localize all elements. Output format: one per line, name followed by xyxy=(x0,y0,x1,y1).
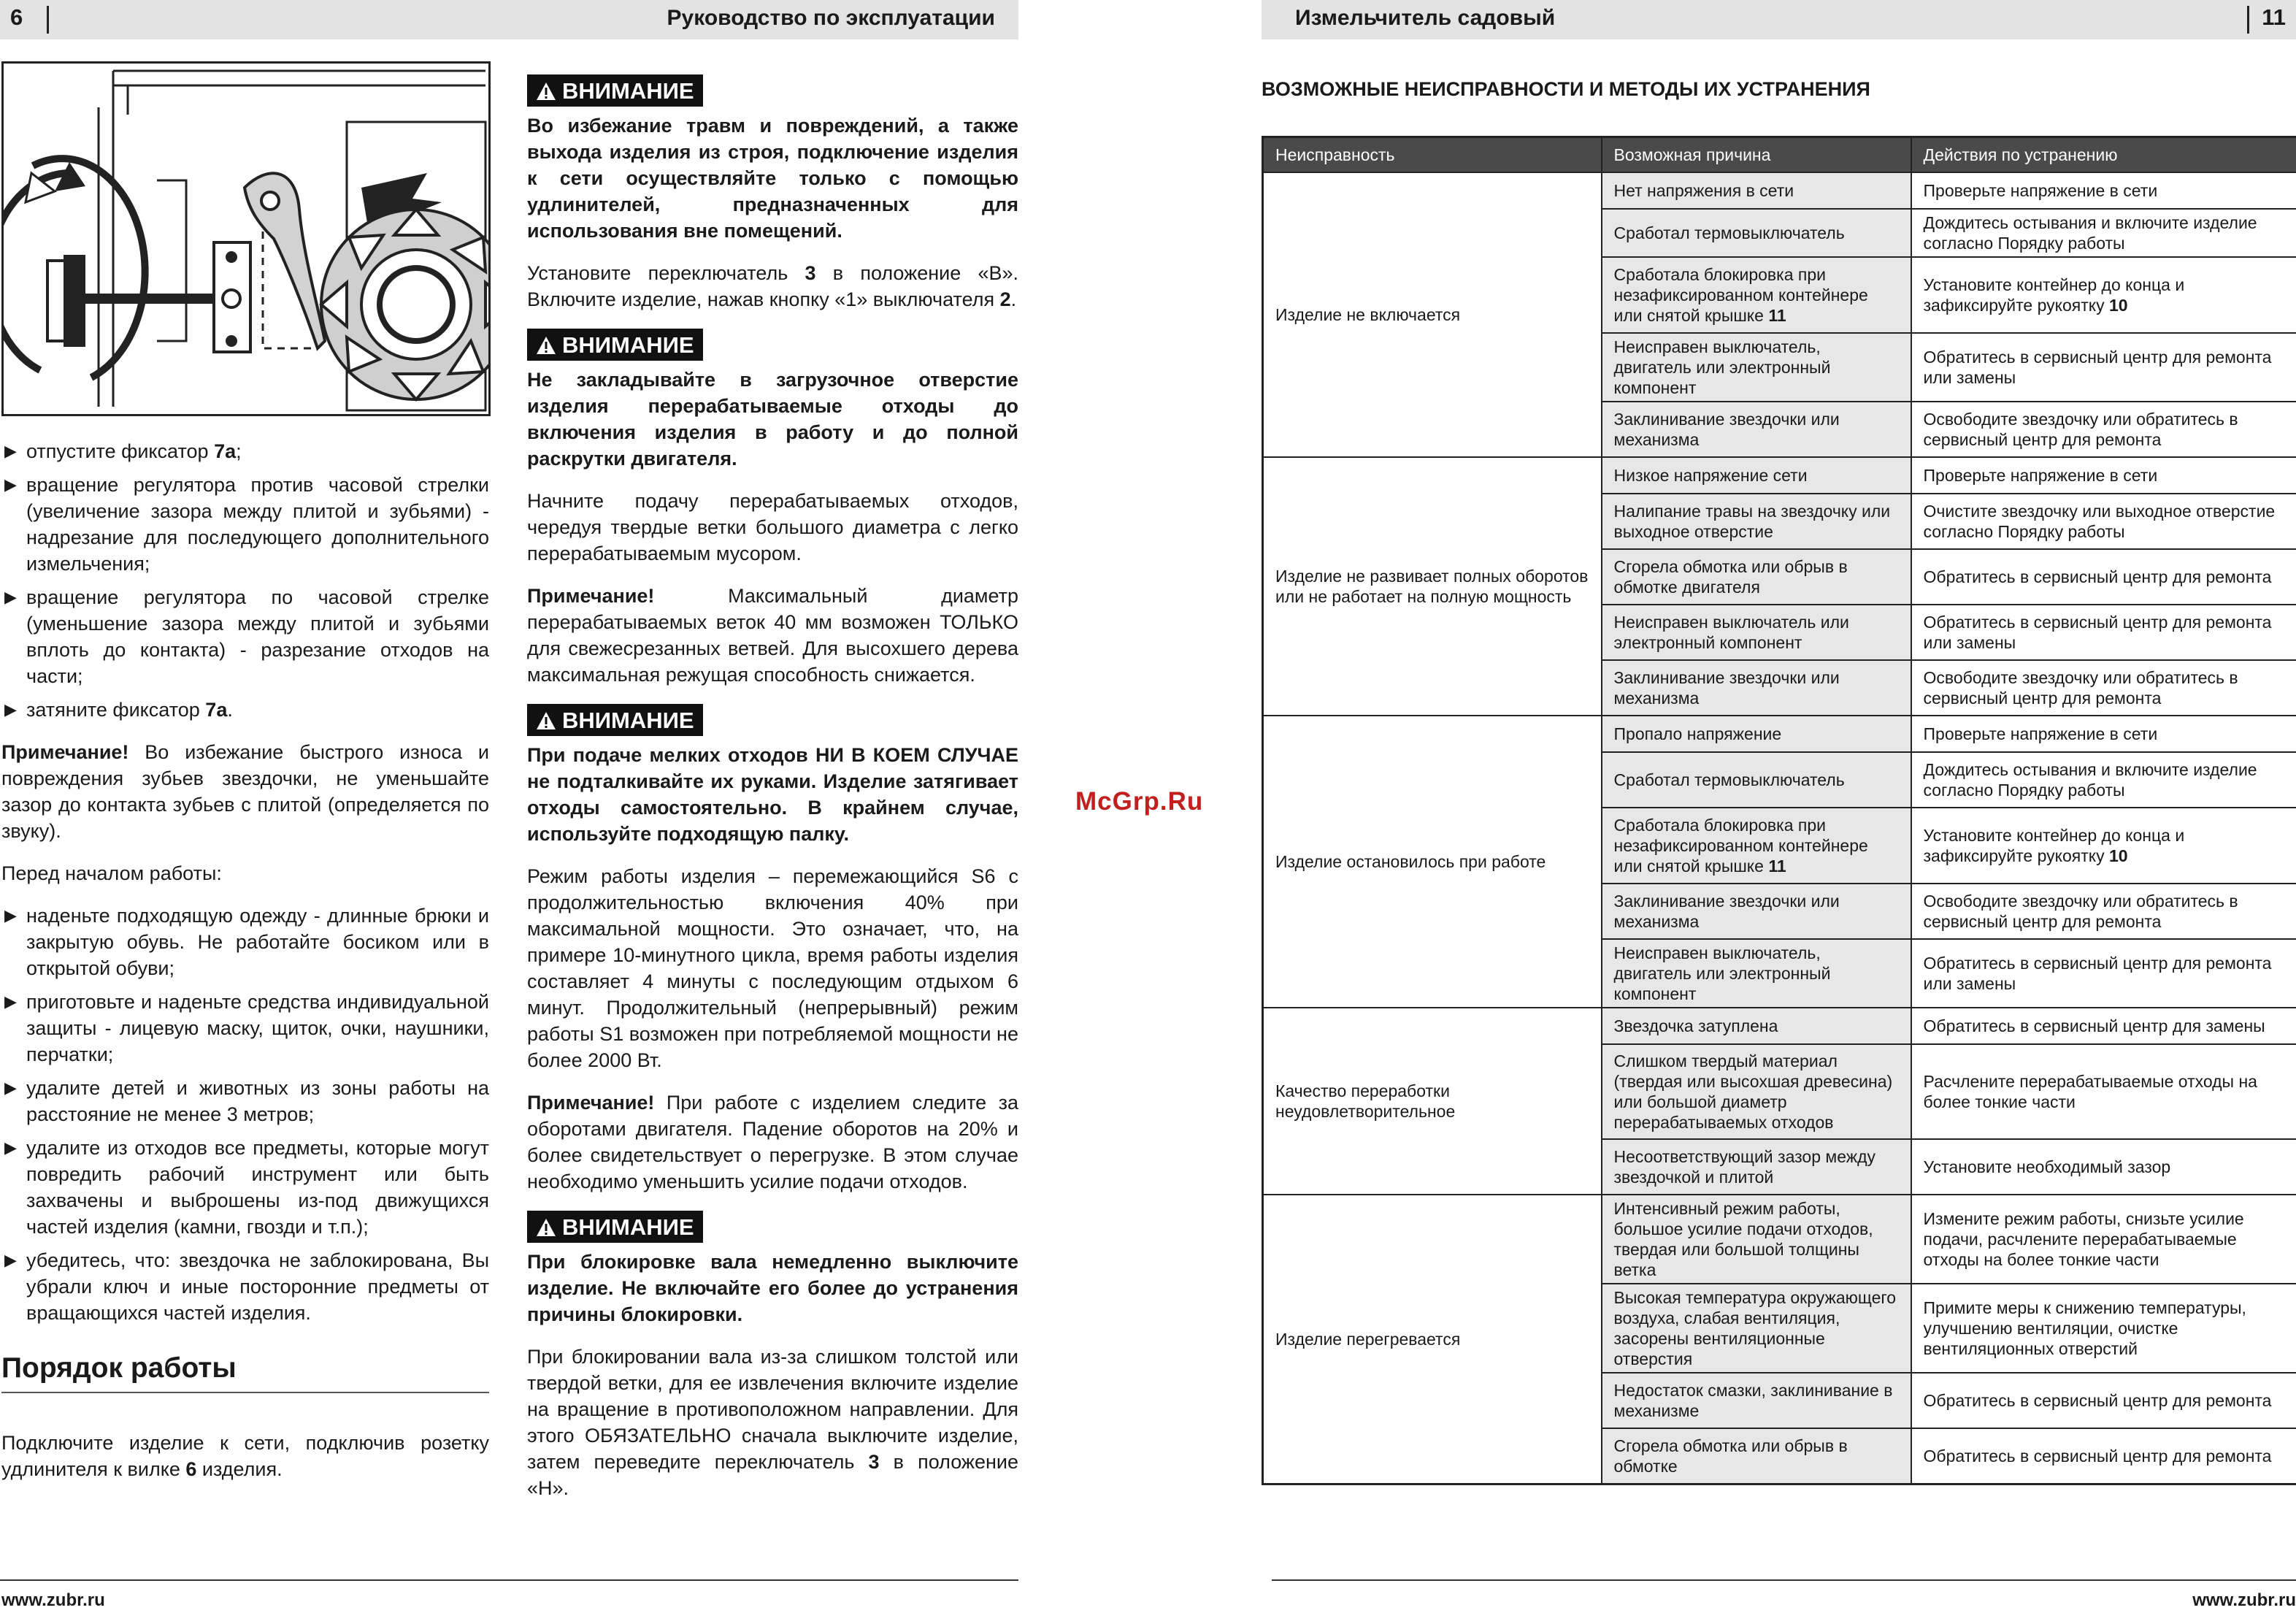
left-page xyxy=(0,0,1018,1613)
cause-cell: Сгорела обмотка или обрыв в обмотке двигателя xyxy=(1602,549,1911,605)
table-row xyxy=(1263,172,2296,209)
before-work-label: Перед началом работы: xyxy=(1,862,222,884)
list-item: ▶ затяните фиксатор 7а. xyxy=(1,697,489,723)
warning-badge: ВНИМАНИЕ xyxy=(527,704,703,736)
action-cell: Установите контейнер до конца и зафиксируйте рукоятку 10 xyxy=(1911,808,2296,884)
fault-cell: Изделие остановилось при работе xyxy=(1263,716,1602,1008)
action-cell: Дождитесь остывания и включите изделие согласно Порядку работы xyxy=(1911,752,2296,808)
warning-badge: ВНИМАНИЕ xyxy=(527,329,703,361)
action-cell: Проверьте напряжение в сети xyxy=(1911,172,2296,209)
cause-cell: Несоответствующий зазор между звездочкой и плитой xyxy=(1602,1139,1911,1195)
cause-cell: Сработал термовыключатель xyxy=(1602,209,1911,257)
left-footer-url[interactable]: www.zubr.ru xyxy=(1,1590,105,1610)
regulator-steps xyxy=(1,438,489,723)
warning-icon xyxy=(536,1217,556,1238)
action-cell: Примите меры к снижению температуры, улучшению вентиляции, очистке вентиляционных отверстий xyxy=(1911,1284,2296,1373)
bullet-arrow-icon: ▶ xyxy=(4,906,17,924)
action-cell: Освободите звездочку или обратитесь в сервисный центр для ремонта xyxy=(1911,884,2296,939)
watermark: McGrp.Ru xyxy=(1075,787,1204,816)
cause-cell: Неисправен выключатель, двигатель или электронный компонент xyxy=(1602,333,1911,402)
shredder-mechanism-drawing xyxy=(4,64,488,414)
cause-cell: Недостаток смазки, заклинивание в механизме xyxy=(1602,1373,1911,1428)
header-divider xyxy=(47,6,49,34)
fault-cell: Качество переработки неудовлетворительное xyxy=(1263,1008,1602,1195)
list-item: ▶ убедитесь, что: звездочка не заблокирована, Вы убрали ключ и иные посторонние предметы от вращающихся частей изделия. xyxy=(1,1247,489,1326)
fault-cell: Изделие перегревается xyxy=(1263,1195,1602,1484)
header-action: Действия по устранению xyxy=(1911,137,2296,173)
note-diameter: Примечание! Максимальный диаметр перерабатываемых веток 40 мм возможен ТОЛЬКО для свежесрезанных ветвей. Для высохшего дерева максимальная режущая способность снижается. xyxy=(527,585,1018,686)
bullet-arrow-icon: ▶ xyxy=(4,1138,17,1157)
action-cell: Дождитесь остывания и включите изделие согласно Порядку работы xyxy=(1911,209,2296,257)
list-item: ▶ вращение регулятора по часовой стрелке (уменьшение зазора между плитой и зубьями вплоть до контакта) - разрезание отходов на части; xyxy=(1,584,489,689)
note-rpm: Примечание! При работе с изделием следите за оборотами двигателя. Падение оборотов на 20% и более свидетельствует о перегрузке. В этом случае необходимо уменьшить усилие подачи отходов. xyxy=(527,1092,1018,1192)
bullet-arrow-icon: ▶ xyxy=(4,1078,17,1097)
action-cell: Расчлените перерабатываемые отходы на более тонкие части xyxy=(1911,1044,2296,1139)
action-cell: Обратитесь в сервисный центр для ремонта или замены xyxy=(1911,939,2296,1008)
bullet-arrow-icon: ▶ xyxy=(4,992,17,1011)
warning-icon xyxy=(536,81,556,101)
operation-mode: Режим работы изделия – перемежающийся S6 с продолжительностью включения 40% при максимальной мощности. Это означает, что, на примере 10-минутного цикла, время работы изделия составляет 4 минуты с последующим отдыхом 6 минут. Продолжительный (непрерывный) режим работы S1 возможен при потребляемой мощности не более 2000 Вт. xyxy=(527,865,1018,1071)
list-item: ▶ вращение регулятора против часовой стрелки (увеличение зазора между плитой и зубьями) - надрезание для последующего дополнительного измельчения; xyxy=(1,472,489,577)
cause-cell: Сработал термовыключатель xyxy=(1602,752,1911,808)
warning-icon xyxy=(536,710,556,731)
cause-cell: Сгорела обмотка или обрыв в обмотке xyxy=(1602,1428,1911,1484)
action-cell: Освободите звездочку или обратитесь в сервисный центр для ремонта xyxy=(1911,660,2296,716)
bullet-arrow-icon: ▶ xyxy=(4,700,17,719)
cause-cell: Неисправен выключатель, двигатель или электронный компонент xyxy=(1602,939,1911,1008)
action-cell: Проверьте напряжение в сети xyxy=(1911,457,2296,494)
troubleshooting-title: ВОЗМОЖНЫЕ НЕИСПРАВНОСТИ И МЕТОДЫ ИХ УСТРАНЕНИЯ xyxy=(1262,78,1870,100)
warning-blocking: При блокировке вала немедленно выключите изделие. Не включайте его более до устранения причины блокировки. xyxy=(527,1251,1018,1325)
cause-cell: Заклинивание звездочки или механизма xyxy=(1602,402,1911,457)
list-item: ▶ удалите из отходов все предметы, которые могут повредить рабочий инструмент или быть захвачены и выброшены из-под движущихся частей изделия (камни, гвозди и т.п.); xyxy=(1,1135,489,1240)
right-page xyxy=(1262,0,2296,1613)
warning-loading: Не закладывайте в загрузочное отверстие изделия перерабатываемые отходы до включения изделия в работу и до полной раскрутки двигателя. xyxy=(527,369,1018,470)
action-cell: Очистите звездочку или выходное отверстие согласно Порядку работы xyxy=(1911,494,2296,549)
action-cell: Обратитесь в сервисный центр для ремонта xyxy=(1911,549,2296,605)
header-fault: Неисправность xyxy=(1263,137,1602,173)
preparation-steps xyxy=(1,903,489,1326)
troubleshooting-table xyxy=(1262,136,2296,1485)
right-header-title: Измельчитель садовый xyxy=(1295,6,1556,30)
bullet-arrow-icon: ▶ xyxy=(4,1251,17,1269)
cause-cell: Заклинивание звездочки или механизма xyxy=(1602,660,1911,716)
left-header-title: Руководство по эксплуатации xyxy=(667,6,995,30)
header-cause: Возможная причина xyxy=(1602,137,1911,173)
cause-cell: Сработала блокировка при незафиксированном контейнере или снятой крышке 11 xyxy=(1602,808,1911,884)
cause-cell: Нет напряжения в сети xyxy=(1602,172,1911,209)
note-wear: Примечание! Во избежание быстрого износа и повреждения зубьев звездочки, не уменьшайте зазор до контакта зубьев с плитой (определяется по звуку). xyxy=(1,741,489,842)
action-cell: Проверьте напряжение в сети xyxy=(1911,716,2296,752)
right-header xyxy=(1262,0,2296,39)
warning-extension: Во избежание травм и повреждений, а также выхода изделия из строя, подключение изделия к сети осуществляйте только с помощью удлинителей, предназначенных для использования вне помещений. xyxy=(527,115,1018,242)
action-cell: Обратитесь в сервисный центр для ремонта xyxy=(1911,1428,2296,1484)
warning-badge: ВНИМАНИЕ xyxy=(527,1211,703,1243)
action-cell: Обратитесь в сервисный центр для ремонта или замены xyxy=(1911,605,2296,660)
action-cell: Установите контейнер до конца и зафиксируйте рукоятку 10 xyxy=(1911,257,2296,333)
action-cell: Обратитесь в сервисный центр для ремонта xyxy=(1911,1373,2296,1428)
cause-cell: Звездочка затуплена xyxy=(1602,1008,1911,1044)
feed-instruction: Начните подачу перерабатываемых отходов, чередуя твердые ветки большого диаметра с легко перерабатываемым мусором. xyxy=(527,490,1018,564)
footer-rule xyxy=(1272,1579,2296,1581)
table-row xyxy=(1263,457,2296,494)
unblock-instruction: При блокировании вала из-за слишком толстой или твердой ветки, для ее извлечения включите изделие на вращение в противоположном направлении. Для этого ОБЯЗАТЕЛЬНО сначала выключите изделие, затем переведите переключатель 3 в положение «Н». xyxy=(527,1346,1019,1499)
warning-hands: При подаче мелких отходов НИ В КОЕМ СЛУЧАЕ не подталкивайте их руками. Изделие затягивает отходы самостоятельно. В крайнем случае, используйте подходящую палку. xyxy=(527,744,1018,845)
fault-cell: Изделие не развивает полных оборотов или не работает на полную мощность xyxy=(1263,457,1602,716)
cause-cell: Заклинивание звездочки или механизма xyxy=(1602,884,1911,939)
switch-instruction: Установите переключатель 3 в положение «В». Включите изделие, нажав кнопку «1» выключателя 2. xyxy=(527,262,1018,310)
warning-badge: ВНИМАНИЕ xyxy=(527,74,703,107)
cause-cell: Пропало напряжение xyxy=(1602,716,1911,752)
cause-cell: Сработала блокировка при незафиксированном контейнере или снятой крышке 11 xyxy=(1602,257,1911,333)
warning-icon xyxy=(536,335,556,356)
list-item: ▶ отпустите фиксатор 7а; xyxy=(1,438,489,464)
bullet-arrow-icon: ▶ xyxy=(4,475,17,494)
action-cell: Установите необходимый зазор xyxy=(1911,1139,2296,1195)
table-row xyxy=(1263,716,2296,752)
table-header-row xyxy=(1263,137,2296,173)
table-body xyxy=(1263,172,2296,1484)
regulator-illustration xyxy=(1,61,491,416)
left-page-number: 6 xyxy=(10,4,23,30)
fault-cell: Изделие не включается xyxy=(1263,172,1602,457)
list-item: ▶ удалите детей и животных из зоны работы на расстояние не менее 3 метров; xyxy=(1,1075,489,1127)
footer-rule xyxy=(0,1579,1018,1581)
action-cell: Измените режим работы, снизьте усилие подачи, расчлените перерабатываемые отходы на более тонкие части xyxy=(1911,1195,2296,1284)
left-column xyxy=(1,438,489,1498)
right-footer-url[interactable]: www.zubr.ru xyxy=(2192,1590,2296,1610)
cause-cell: Неисправен выключатель или электронный компонент xyxy=(1602,605,1911,660)
table-row xyxy=(1263,1008,2296,1044)
header-divider xyxy=(2247,6,2249,34)
middle-column xyxy=(527,74,1018,1517)
action-cell: Обратитесь в сервисный центр для ремонта или замены xyxy=(1911,333,2296,402)
right-page-number: 11 xyxy=(2262,4,2286,30)
cause-cell: Высокая температура окружающего воздуха, слабая вентиляция, засорены вентиляционные отверстия xyxy=(1602,1284,1911,1373)
left-header xyxy=(0,0,1018,39)
list-item: ▶ наденьте подходящую одежду - длинные брюки и закрытую обувь. Не работайте босиком или в открытой обуви; xyxy=(1,903,489,981)
cause-cell: Слишком твердый материал (твердая или высохшая древесина) или большой диаметр перерабатываемых отходов xyxy=(1602,1044,1911,1139)
connect-instruction: Подключите изделие к сети, подключив розетку удлинителя к вилке 6 изделия. xyxy=(1,1432,489,1480)
action-cell: Обратитесь в сервисный центр для замены xyxy=(1911,1008,2296,1044)
cause-cell: Налипание травы на звездочку или выходное отверстие xyxy=(1602,494,1911,549)
list-item: ▶ приготовьте и наденьте средства индивидуальной защиты - лицевую маску, щиток, очки, наушники, перчатки; xyxy=(1,989,489,1068)
action-cell: Освободите звездочку или обратитесь в сервисный центр для ремонта xyxy=(1911,402,2296,457)
section-heading-operation: Порядок работы xyxy=(1,1355,489,1393)
table-row xyxy=(1263,1195,2296,1284)
cause-cell: Низкое напряжение сети xyxy=(1602,457,1911,494)
cause-cell: Интенсивный режим работы, большое усилие подачи отходов, твердая или большой толщины ветка xyxy=(1602,1195,1911,1284)
bullet-arrow-icon: ▶ xyxy=(4,588,17,606)
bullet-arrow-icon: ▶ xyxy=(4,442,17,460)
